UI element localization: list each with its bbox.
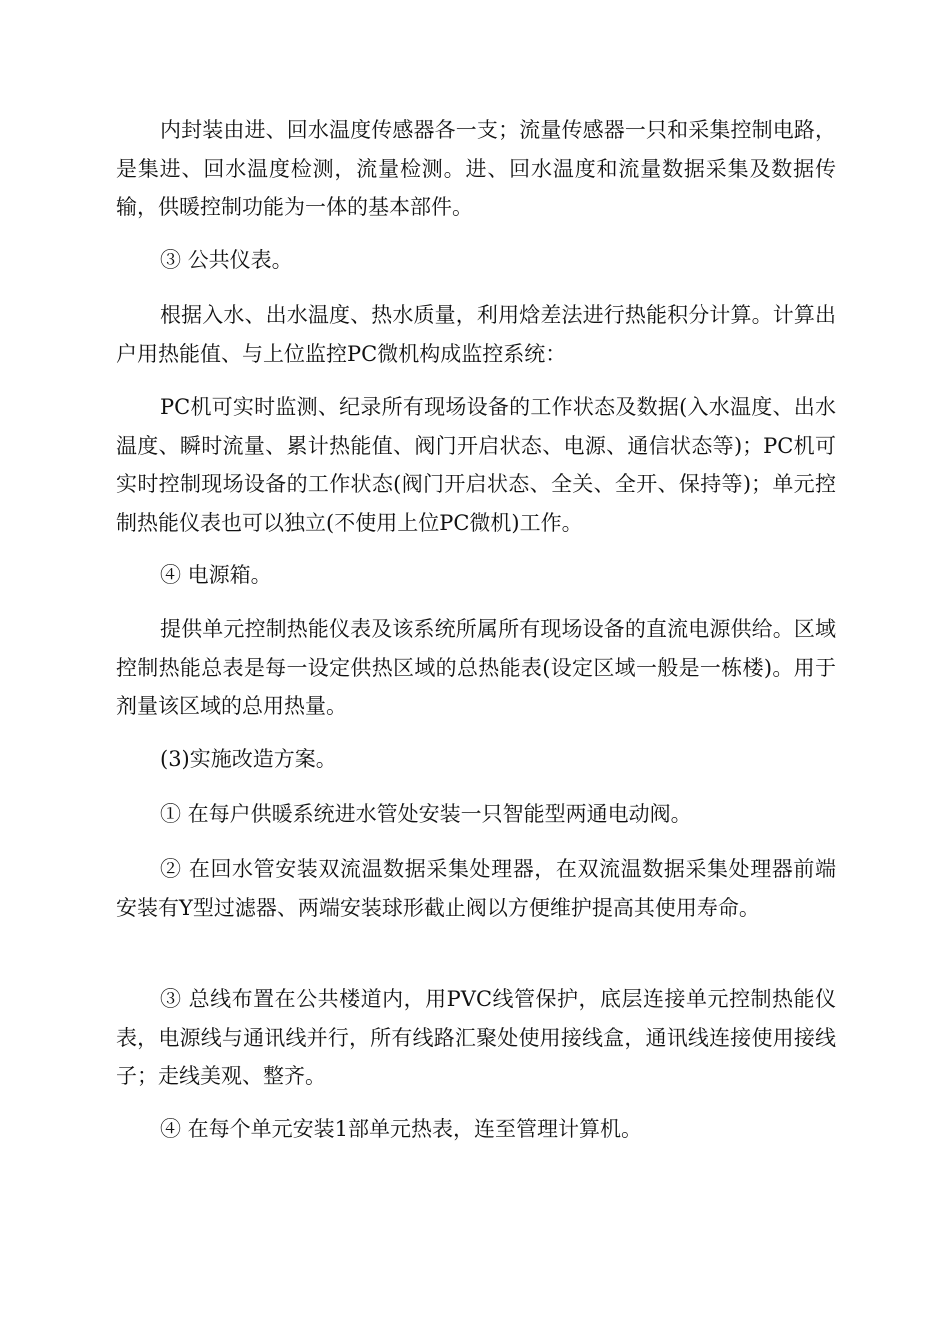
item-step-3: ③ 总线布置在公共楼道内，用PVC线管保护，底层连接单元控制热能仪表，电源线与通讯线并行，所有线路汇聚处使用接线盒，通讯线连接使用接线子；走线美观、整齐。 — [116, 987, 836, 1088]
paragraph-sensor-description: 内封装由进、回水温度传感器各一支；流量传感器一只和采集控制电路，是集进、回水温度检测，流量检测。进、回水温度和流量数据采集及数据传输，供暖控制功能为一体的基本部件。 — [116, 118, 836, 219]
item-power-box: ④ 电源箱。 — [160, 563, 272, 587]
item-step-1: ① 在每户供暖系统进水管处安装一只智能型两通电动阀。 — [160, 802, 692, 826]
paragraph-pc-monitoring: PC机可实时监测、纪录所有现场设备的工作状态及数据(入水温度、出水温度、瞬时流量、累计热能值、阀门开启状态、电源、通信状态等)；PC机可实时控制现场设备的工作状态(阀门开启状态、全关、全开、保持等)；单元控制热能仪表也可以独立(不使用上位PC微机)工作。 — [116, 395, 836, 535]
item-public-meter: ③ 公共仪表。 — [160, 248, 293, 272]
item-step-2: ② 在回水管安装双流温数据采集处理器，在双流温数据采集处理器前端安装有Y型过滤器、两端安装球形截止阀以方便维护提高其使用寿命。 — [116, 857, 836, 920]
section-implementation-plan: (3)实施改造方案。 — [160, 747, 337, 771]
item-step-4: ④ 在每个单元安装1部单元热表，连至管理计算机。 — [160, 1117, 643, 1141]
paragraph-heat-calculation: 根据入水、出水温度、热水质量，利用焓差法进行热能积分计算。计算出户用热能值、与上位监控PC微机构成监控系统： — [116, 303, 836, 366]
paragraph-power-supply: 提供单元控制热能仪表及该系统所属所有现场设备的直流电源供给。区域控制热能总表是每一设定供热区域的总热能表(设定区域一般是一栋楼)。用于剂量该区域的总用热量。 — [116, 617, 836, 718]
